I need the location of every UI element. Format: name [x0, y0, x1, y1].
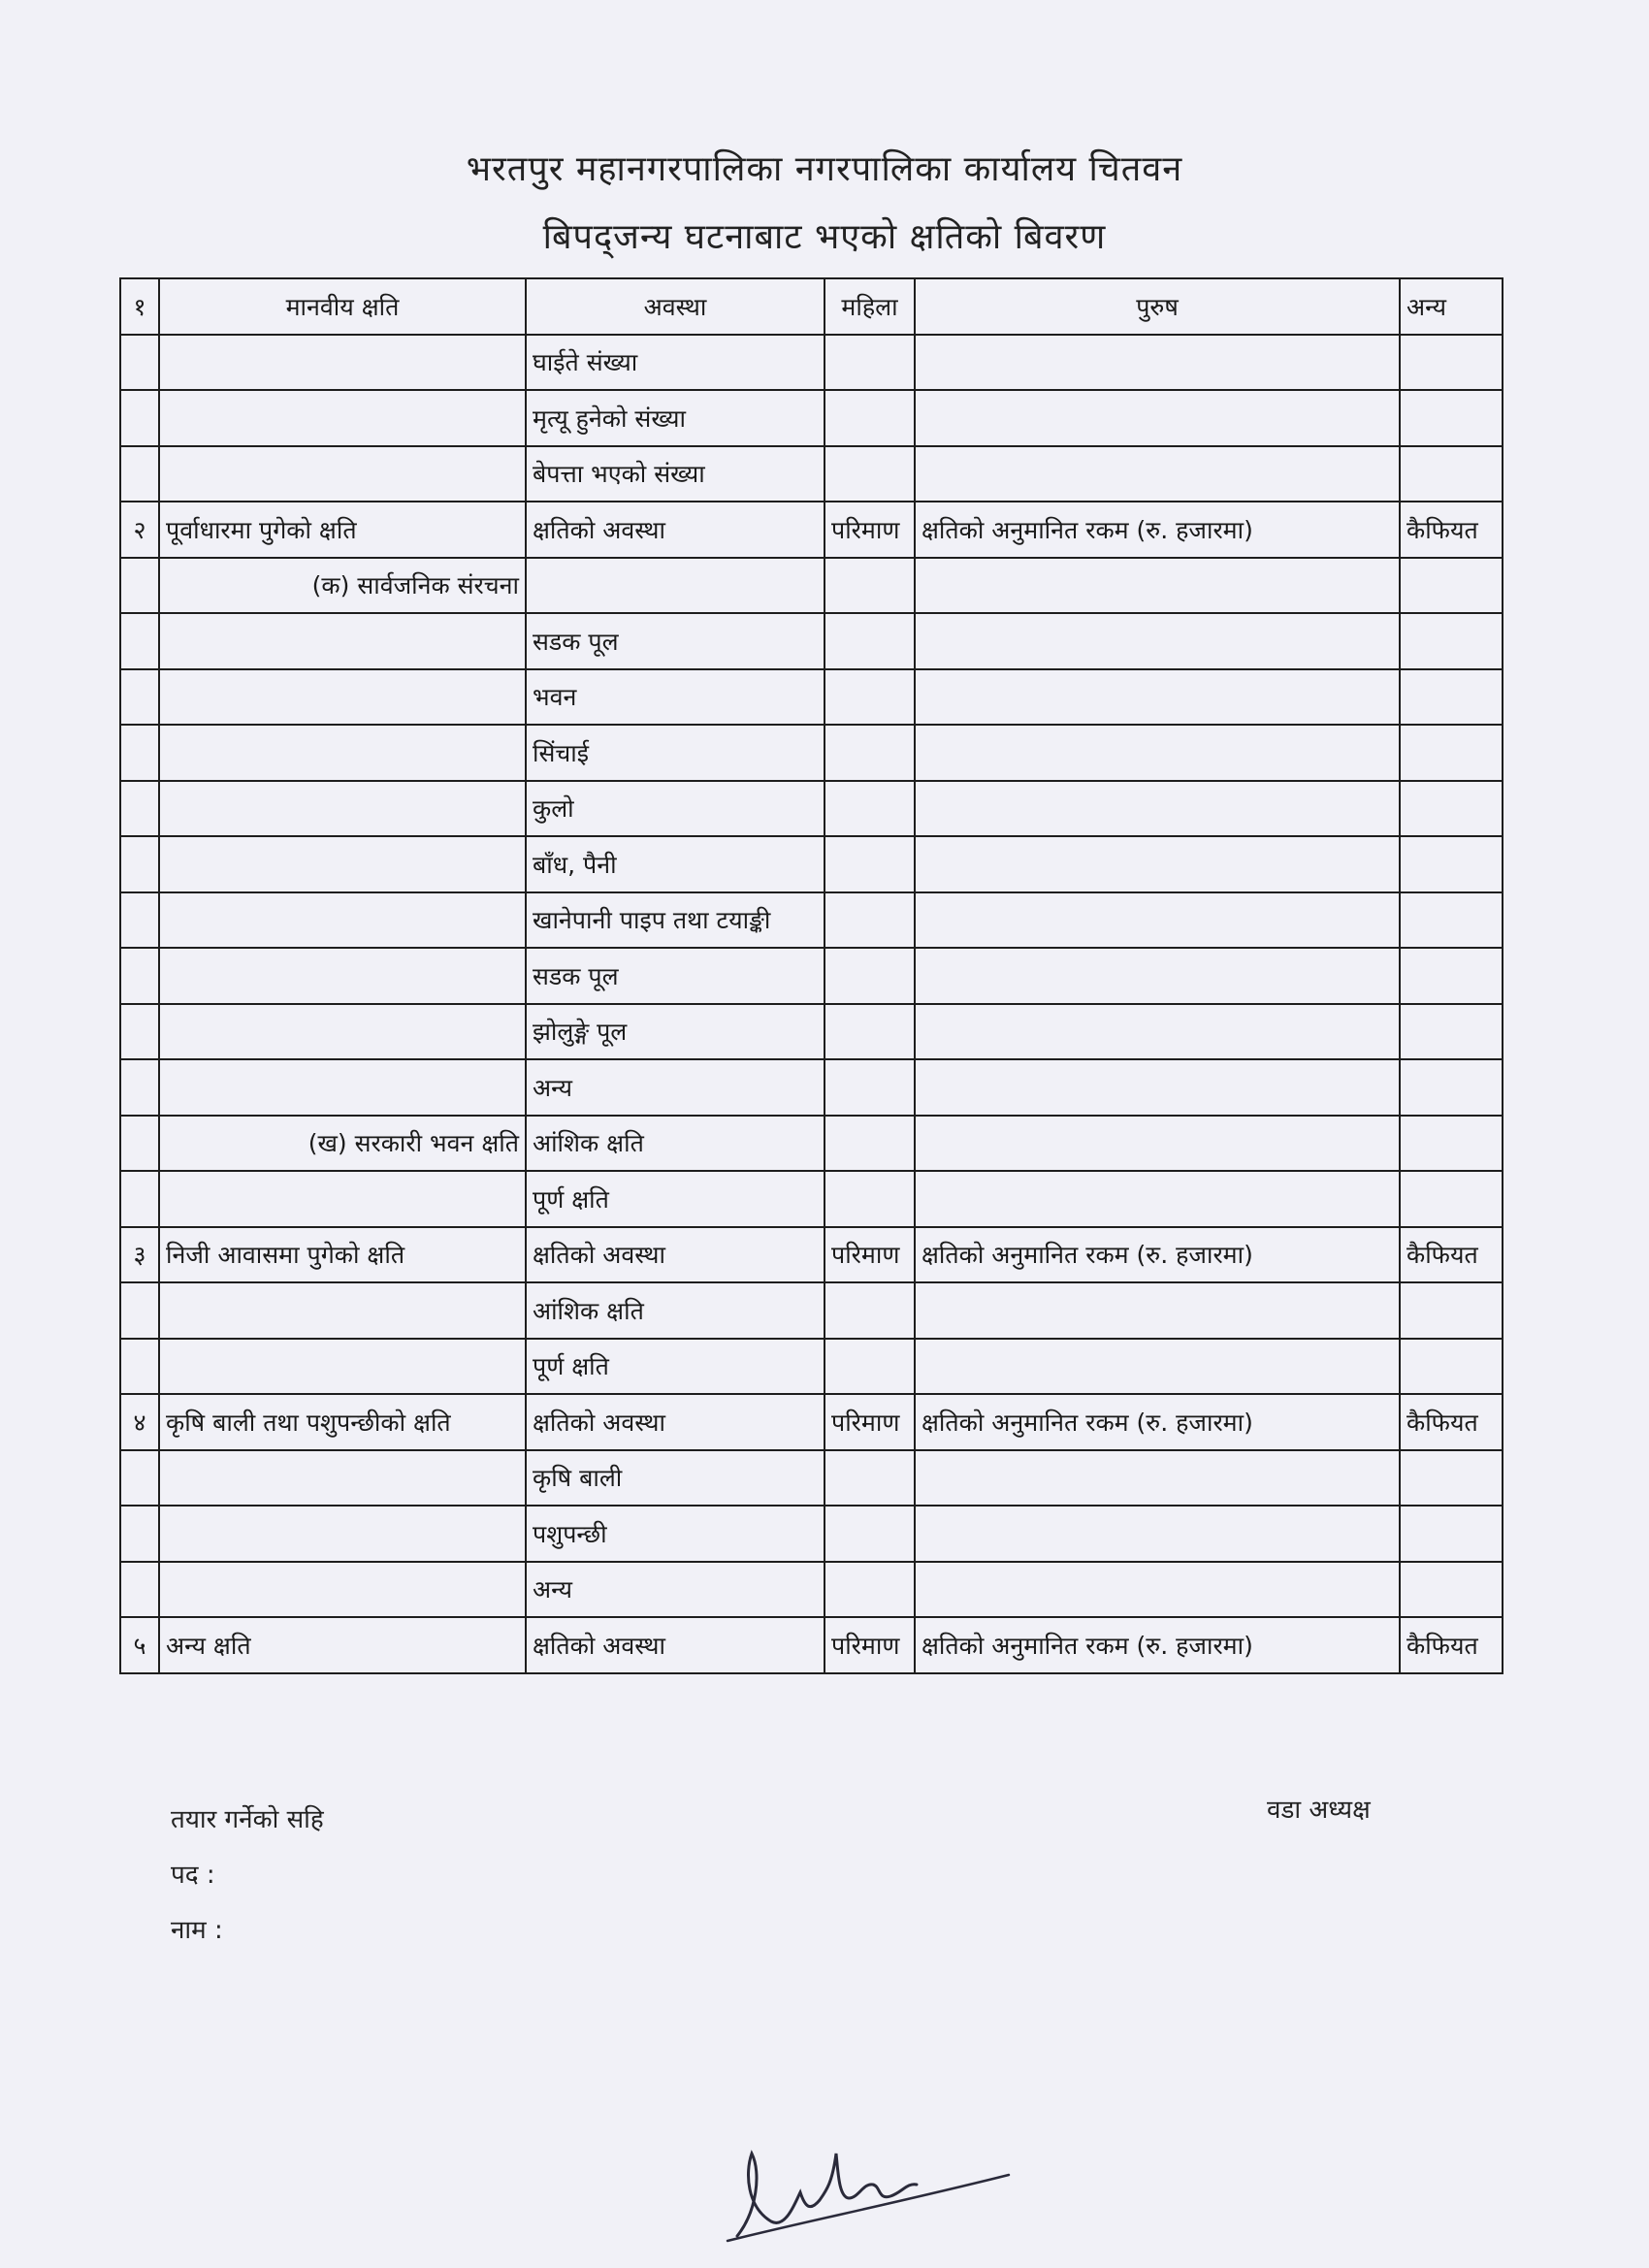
remarks-cell[interactable] — [1400, 1339, 1503, 1395]
amount-cell[interactable] — [915, 1506, 1400, 1562]
male-cell[interactable] — [915, 390, 1400, 446]
row-label: सडक पूल — [526, 948, 824, 1004]
remarks-cell[interactable] — [1400, 1116, 1503, 1172]
row-label: पशुपन्छी — [526, 1506, 824, 1562]
remarks-cell[interactable] — [1400, 669, 1503, 726]
column-header-male: पुरुष — [915, 278, 1400, 335]
table-row — [120, 1059, 1503, 1116]
column-header-remarks: कैफियत — [1400, 1227, 1503, 1283]
amount-cell[interactable] — [915, 1004, 1400, 1060]
other-cell[interactable] — [1400, 335, 1503, 391]
remarks-cell[interactable] — [1400, 948, 1503, 1004]
quantity-cell[interactable] — [824, 1562, 915, 1618]
section-heading: कृषि बाली तथा पशुपन्छीको क्षति — [159, 1394, 526, 1450]
row-label: भवन — [526, 669, 824, 726]
amount-cell[interactable] — [915, 948, 1400, 1004]
quantity-cell[interactable] — [824, 669, 915, 726]
section-2-header-row — [120, 502, 1503, 558]
post-label: पद : — [171, 1861, 215, 1890]
table-row — [120, 1339, 1503, 1395]
section-heading: निजी आवासमा पुगेको क्षति — [159, 1227, 526, 1283]
subsection-heading: (क) सार्वजनिक संरचना — [159, 558, 526, 614]
row-label: पूर्ण क्षति — [526, 1171, 824, 1227]
column-header-amount: क्षतिको अनुमानित रकम (रु. हजारमा) — [915, 1394, 1400, 1450]
subsection-b-row — [120, 1116, 1503, 1172]
section-heading: मानवीय क्षति — [159, 278, 526, 335]
row-label: खानेपानी पाइप तथा टयाङ्की — [526, 892, 824, 949]
amount-cell[interactable] — [915, 1171, 1400, 1227]
remarks-cell[interactable] — [1400, 836, 1503, 892]
row-label: अन्य — [526, 1562, 824, 1618]
other-cell[interactable] — [1400, 446, 1503, 502]
male-cell[interactable] — [915, 335, 1400, 391]
quantity-cell[interactable] — [824, 1506, 915, 1562]
table-row — [120, 1450, 1503, 1507]
section-5-header-row — [120, 1617, 1503, 1673]
amount-cell[interactable] — [915, 1282, 1400, 1339]
row-label: बेपत्ता भएको संख्या — [526, 446, 824, 502]
section-4-header-row — [120, 1394, 1503, 1450]
section-number: २ — [120, 502, 159, 558]
amount-cell[interactable] — [915, 1116, 1400, 1172]
row-label: बाँध, पैनी — [526, 836, 824, 892]
table-row — [120, 725, 1503, 781]
female-cell[interactable] — [824, 335, 915, 391]
column-header-remarks: कैफियत — [1400, 1617, 1503, 1673]
section-3-header-row — [120, 1227, 1503, 1283]
remarks-cell[interactable] — [1400, 1004, 1503, 1060]
quantity-cell[interactable] — [824, 836, 915, 892]
column-header-quantity: परिमाण — [824, 502, 915, 558]
other-cell[interactable] — [1400, 390, 1503, 446]
column-header-status: क्षतिको अवस्था — [526, 1227, 824, 1283]
remarks-cell[interactable] — [1400, 1282, 1503, 1339]
remarks-cell[interactable] — [1400, 1059, 1503, 1116]
quantity-cell[interactable] — [824, 1171, 915, 1227]
quantity-cell[interactable] — [824, 1282, 915, 1339]
table-row — [120, 836, 1503, 892]
quantity-cell[interactable] — [824, 892, 915, 949]
row-label: सडक पूल — [526, 613, 824, 669]
section-number: ५ — [120, 1617, 159, 1673]
row-label: अन्य — [526, 1059, 824, 1116]
remarks-cell[interactable] — [1400, 613, 1503, 669]
column-header-quantity: परिमाण — [824, 1394, 915, 1450]
column-header-amount: क्षतिको अनुमानित रकम (रु. हजारमा) — [915, 1617, 1400, 1673]
column-header-quantity: परिमाण — [824, 1227, 915, 1283]
column-header-remarks: कैफियत — [1400, 1394, 1503, 1450]
column-header-quantity: परिमाण — [824, 1617, 915, 1673]
section-1-header-row — [120, 278, 1503, 335]
amount-cell[interactable] — [915, 613, 1400, 669]
table-row — [120, 390, 1503, 446]
table-row — [120, 335, 1503, 391]
quantity-cell[interactable] — [824, 1450, 915, 1507]
table-row — [120, 1004, 1503, 1060]
table-row — [120, 1282, 1503, 1339]
section-number: १ — [120, 278, 159, 335]
row-label: कृषि बाली — [526, 1450, 824, 1507]
subsection-a-row — [120, 558, 1503, 614]
quantity-cell[interactable] — [824, 948, 915, 1004]
row-label: घाईते संख्या — [526, 335, 824, 391]
amount-cell[interactable] — [915, 669, 1400, 726]
column-header-amount: क्षतिको अनुमानित रकम (रु. हजारमा) — [915, 502, 1400, 558]
section-number: ३ — [120, 1227, 159, 1283]
name-label: नाम : — [171, 1916, 223, 1945]
remarks-cell[interactable] — [1400, 892, 1503, 949]
table-row — [120, 613, 1503, 669]
table-row — [120, 669, 1503, 726]
amount-cell[interactable] — [915, 1450, 1400, 1507]
column-header-female: महिला — [824, 278, 915, 335]
quantity-cell[interactable] — [824, 725, 915, 781]
amount-cell[interactable] — [915, 1059, 1400, 1116]
remarks-cell[interactable] — [1400, 1450, 1503, 1507]
quantity-cell[interactable] — [824, 613, 915, 669]
section-heading: पूर्वाधारमा पुगेको क्षति — [159, 502, 526, 558]
ward-chair-label: वडा अध्यक्ष — [1267, 1796, 1371, 1825]
table-row — [120, 446, 1503, 502]
damage-report-table — [119, 277, 1504, 1674]
table-row — [120, 781, 1503, 837]
quantity-cell[interactable] — [824, 1339, 915, 1395]
amount-cell[interactable] — [915, 725, 1400, 781]
subsection-heading: (ख) सरकारी भवन क्षति — [159, 1116, 526, 1172]
office-title: भरतपुर महानगरपालिका नगरपालिका कार्यालय चितवन — [466, 149, 1183, 189]
column-header-other: अन्य — [1400, 278, 1503, 335]
quantity-cell[interactable] — [824, 1059, 915, 1116]
row-label: सिंचाई — [526, 725, 824, 781]
handwritten-signature — [718, 2115, 1028, 2251]
column-header-status: क्षतिको अवस्था — [526, 1394, 824, 1450]
row-label: आंशिक क्षति — [526, 1116, 824, 1172]
quantity-cell[interactable] — [824, 781, 915, 837]
row-label: झोलुङ्गे पूल — [526, 1004, 824, 1060]
quantity-cell[interactable] — [824, 1116, 915, 1172]
row-label: पूर्ण क्षति — [526, 1339, 824, 1395]
table-row — [120, 1171, 1503, 1227]
table-row — [120, 892, 1503, 949]
amount-cell[interactable] — [915, 781, 1400, 837]
column-header-status: क्षतिको अवस्था — [526, 1617, 824, 1673]
female-cell[interactable] — [824, 390, 915, 446]
amount-cell[interactable] — [915, 836, 1400, 892]
column-header-status: अवस्था — [526, 278, 824, 335]
quantity-cell[interactable] — [824, 1004, 915, 1060]
amount-cell[interactable] — [915, 1339, 1400, 1395]
remarks-cell[interactable] — [1400, 781, 1503, 837]
section-number: ४ — [120, 1394, 159, 1450]
row-label: आंशिक क्षति — [526, 1282, 824, 1339]
female-cell[interactable] — [824, 446, 915, 502]
table-row — [120, 948, 1503, 1004]
prepared-by-signature-label: तयार गर्नेको सहि — [171, 1805, 324, 1834]
remarks-cell[interactable] — [1400, 1506, 1503, 1562]
row-label: मृत्यू हुनेको संख्या — [526, 390, 824, 446]
remarks-cell[interactable] — [1400, 1171, 1503, 1227]
report-title: बिपद्जन्य घटनाबाट भएको क्षतिको बिवरण — [542, 217, 1107, 257]
column-header-status: क्षतिको अवस्था — [526, 502, 824, 558]
column-header-remarks: कैफियत — [1400, 502, 1503, 558]
male-cell[interactable] — [915, 446, 1400, 502]
column-header-amount: क्षतिको अनुमानित रकम (रु. हजारमा) — [915, 1227, 1400, 1283]
remarks-cell[interactable] — [1400, 725, 1503, 781]
amount-cell[interactable] — [915, 1562, 1400, 1618]
remarks-cell[interactable] — [1400, 1562, 1503, 1618]
table-row — [120, 1562, 1503, 1618]
amount-cell[interactable] — [915, 892, 1400, 949]
table-row — [120, 1506, 1503, 1562]
section-heading: अन्य क्षति — [159, 1617, 526, 1673]
row-label: कुलो — [526, 781, 824, 837]
